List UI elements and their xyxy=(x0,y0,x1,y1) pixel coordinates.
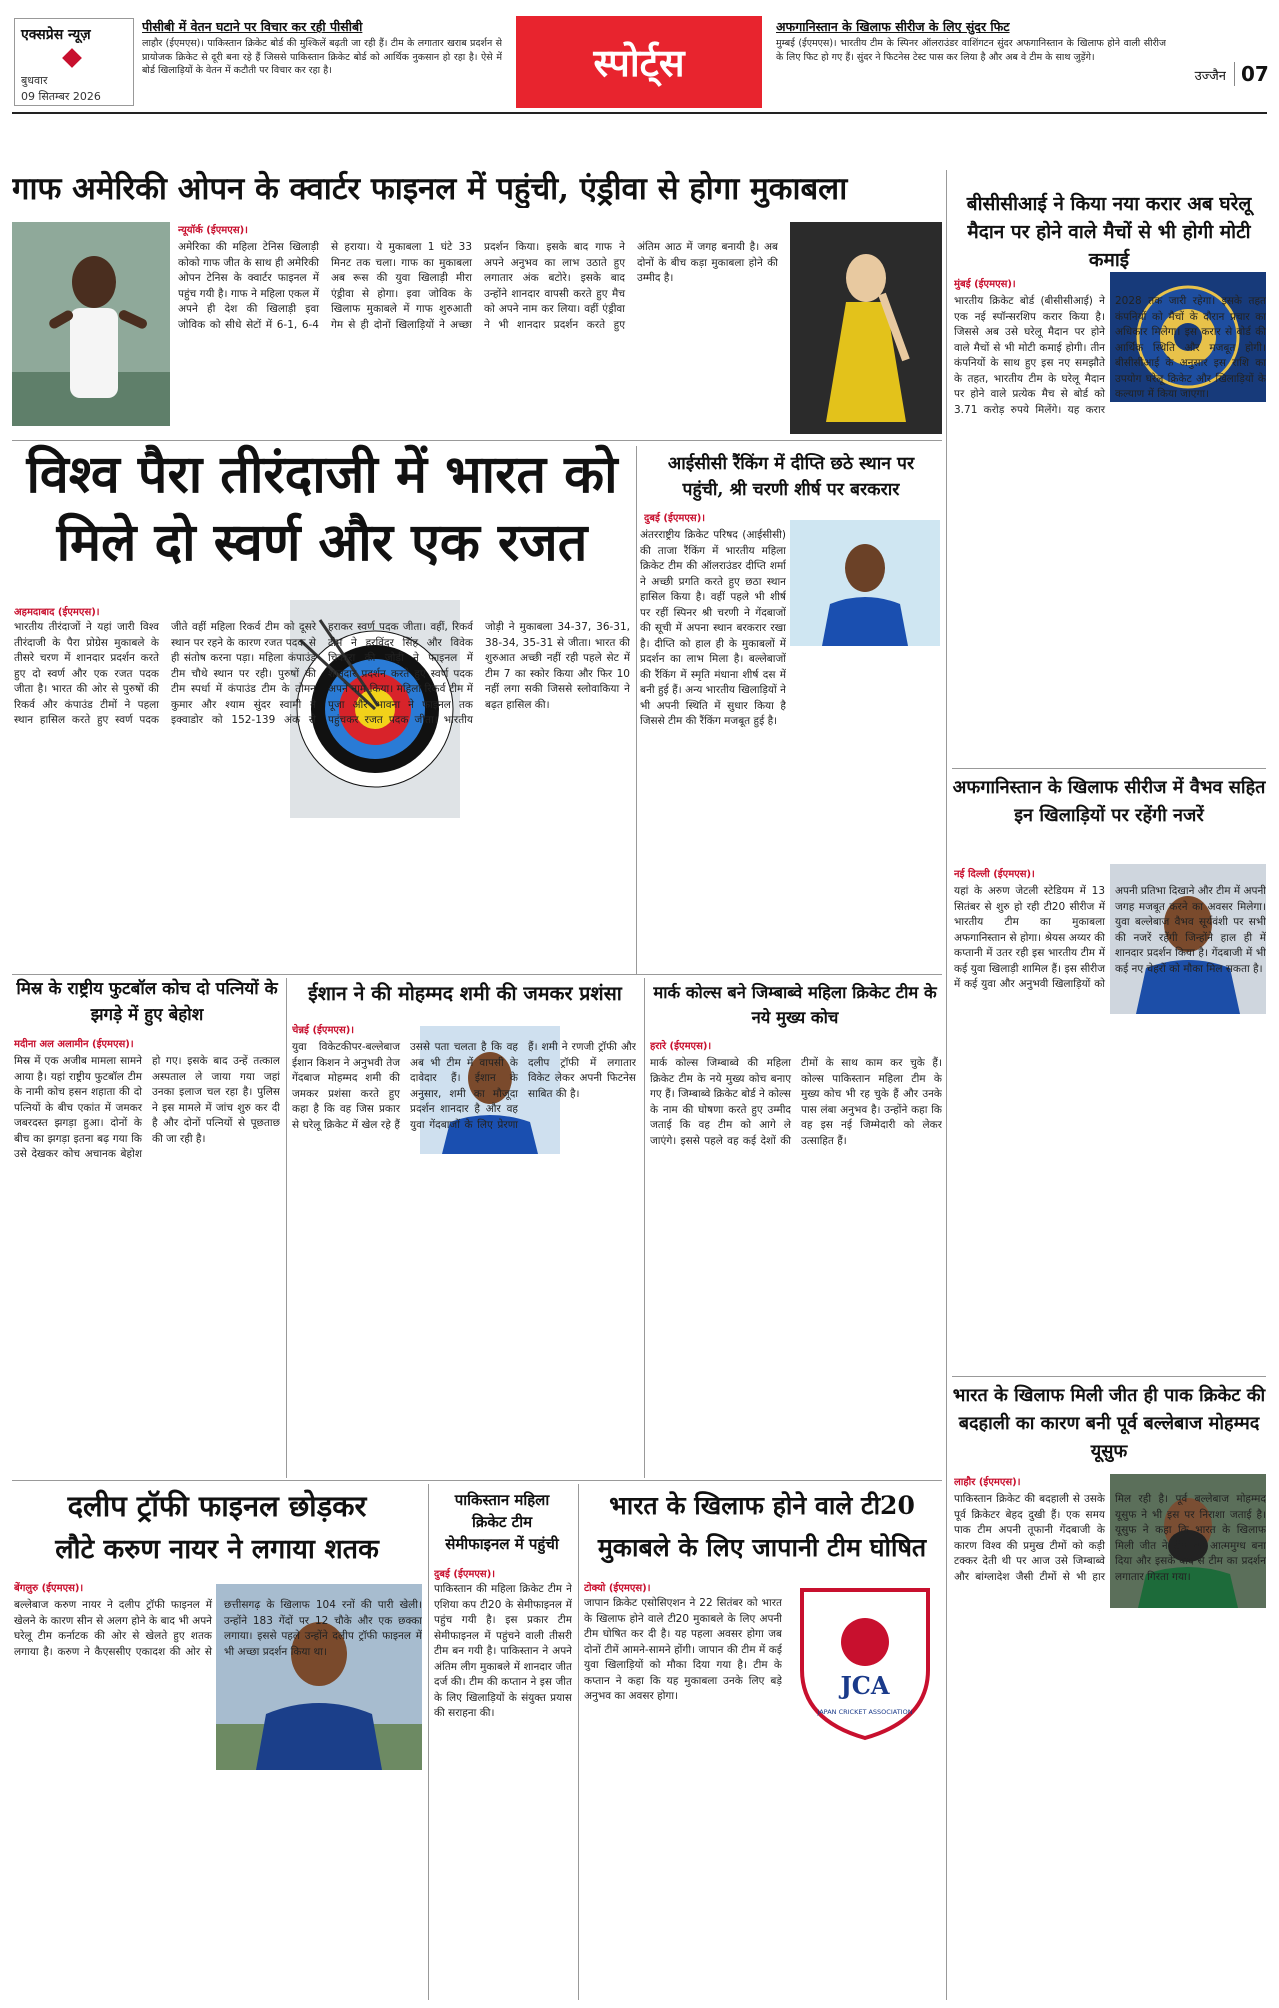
city-name: उज्जैन xyxy=(1194,69,1226,84)
brief-right-text: मुम्बई (ईएमएस)। भारतीय टीम के स्पिनर ऑलराउंडर वाशिंगटन सुंदर अफगानिस्तान के खिलाफ होने वाली सीरीज के लिए फिट हो गए हैं। सुंदर ने फिटनेस टेस्ट पास कर लिया है और अब वे टीम के साथ जुड़ेंगे। xyxy=(776,38,1166,63)
section-banner xyxy=(516,16,762,108)
rule-bottom xyxy=(12,1480,942,1481)
brief-left-title: पीसीबी में वेतन घटाने पर विचार कर रही पीसीबी xyxy=(142,19,363,34)
egypt-headline: मिस्र के राष्ट्रीय फुटबॉल कोच दो पत्नियों के झगड़े में हुए बेहोश xyxy=(16,979,278,1025)
japan-logo xyxy=(788,1580,942,1744)
brand-name: एक्सप्रेस न्यूज़ xyxy=(21,27,91,43)
pak-women-text: पाकिस्तान की महिला क्रिकेट टीम ने एशिया कप टी20 के सेमीफाइनल में पहुंच गयी है। इस प्रकार टीम सेमीफाइनल में पहुंचने वाली तीसरी टीम बन गयी है। पाकिस्तान ने अपने अंतिम लीग मुकाबले में शानदार जीत दर्ज की। टीम की कप्तान ने इस जीत के लिए खिलाड़ियों के संयुक्त प्रयास की सराहना की। xyxy=(434,1583,572,1719)
deepti-photo xyxy=(790,520,940,646)
bcci-text: भारतीय क्रिकेट बोर्ड (बीसीसीआई) ने एक नई स्पॉन्सरशिप करार किया है। जिससे अब उसे घरेलू मैदान पर होने वाले मैचों से भी मोटी कमाई होगी। तीन कंपनियों के साथ हुए इस नए समझौते के तहत, भारतीय टीम के घरेलू मैदान पर होने वाले प्रत्येक मैच से बोर्ड को 3.71 करोड़ रुपये मिलेंगे। यह करार 2028 तक जारी रहेगा। इसके तहत कंपनियों को मैचों के दौरान प्रचार का अधिकार मिलेगा। इस करार से बोर्ड की आर्थिक स्थिति और मजबूत होगी। बीसीसीआई के अनुसार इस राशि का उपयोग घरेलू क्रिकेट और खिलाड़ियों के कल्याण में किया जाएगा। xyxy=(954,295,1266,416)
gauff-text: अमेरिका की महिला टेनिस खिलाड़ी कोको गाफ जीत के साथ ही अमेरिकी ओपन टेनिस के क्वार्टर फाइनल में पहुंच गयी है। गाफ ने महिला एकल में अपने ही देश की खिलाड़ी इवा जोविक को सीधे सेटों में 6-1, 6-4 से हराया। ये मुकाबला 1 घंटे 33 मिनट तक चला। गाफ का मुकाबला अब रूस की युवा खिलाड़ी मीरा एंड्रीवा से होगा। इवा जोविक के खिलाफ मुकाबले में गाफ शुरुआती गेम से ही दोनों खिलाड़ियों ने अच्छा प्रदर्शन किया। इसके बाद गाफ ने अपने अनुभव का लाभ उठाते हुए लगातार अंक बटोरे। इसके बाद उन्होंने शानदार वापसी करते हुए मैच को अपने नाम कर लिया। वहीं एंड्रीवा ने भी शानदार प्रदर्शन करते हुए अंतिम आठ में जगह बनायी है। अब दोनों के बीच कड़ा मुकाबला होने की उम्मीद है। xyxy=(178,241,778,331)
pak-women-headline-line2: क्रिकेट टीम xyxy=(471,1513,533,1531)
archery-text: भारतीय तीरंदाजों ने यहां जारी विश्व तीरंदाजी के पैरा प्रोग्रेस मुकाबले के तीसरे चरण में शानदार प्रदर्शन करते हुए दो स्वर्ण और एक रजत पदक जीता है। भारत की ओर से पुरुषों की रिकर्व और कंपाउंड टीमों ने पहला स्थान हासिल करते हुए स्वर्ण पदक जीते वहीं महिला रिकर्व टीम को दूसरे स्थान पर रहने के कारण रजत पदक से ही संतोष करना पड़ा। महिला कंपाउंड टीम चौथे स्थान पर रही। पुरुषों की टीम स्पर्धा में कंपाउंड टीम के तोमन कुमार और श्याम सुंदर स्वामी ने इक्वाडोर को 152-139 अंक से हराकर स्वर्ण पदक जीता। वहीं, रिकर्व टीम ने हरविंदर सिंह और विवेक चिकारा की जोड़ी ने फाइनल में शानदार प्रदर्शन करते हुए स्वर्ण पदक अपने नाम किया। महिला रिकर्व टीम में पूजा और भावना ने फाइनल तक पहुंचकर रजत पदक जीता। भारतीय जोड़ी ने मुकाबला 34-37, 36-31, 38-34, 35-31 से जीता। भारत की शुरुआत अच्छी नहीं रही पहले सेट में टीम 7 का स्कोर किया और फिर 10 नहीं लगा सकी जिससे स्लोवाकिया ने बढ़त हासिल की। xyxy=(14,621,630,726)
rule-afghan xyxy=(952,1376,1266,1377)
yousuf-dateline: लाहौर (ईएमएस)। xyxy=(954,1477,1021,1488)
egypt-dateline: मदीना अल अलामीन (ईएमएस)। xyxy=(14,1039,134,1050)
brand-logo-icon xyxy=(62,48,82,68)
coles-headline: मार्क कोल्स बने जिम्बाब्वे महिला क्रिकेट टीम के नये मुख्य कोच xyxy=(653,983,937,1027)
deepti-dateline: दुबई (ईएमएस)। xyxy=(644,513,706,524)
rule-bcci xyxy=(952,768,1266,769)
japan-headline-line1: भारत के खिलाफ होने वाले टी20 xyxy=(609,1491,915,1520)
japan-logo-text: JAPAN CRICKET ASSOCIATION xyxy=(817,1708,913,1716)
col-rule-egypt xyxy=(286,978,287,1478)
brief-left-text: लाहौर (ईएमएस)। पाकिस्तान क्रिकेट बोर्ड की मुश्किलें बढ़ती जा रही हैं। टीम के लगातार खराब प्रदर्शन से प्रायोजक क्रिकेट से दूरी बना रहे हैं जिससे पाकिस्तान क्रिकेट बोर्ड को आर्थिक नुकसान हो रहा है। ऐसे में बोर्ड खिलाड़ियों के वेतन में कटौती पर विचार कर रहा है। xyxy=(142,38,502,76)
bcci-dateline: मुंबई (ईएमएस)। xyxy=(954,279,1016,290)
bcci-headline: बीसीसीआई ने किया नया करार अब घरेलू मैदान पर होने वाले मैचों से भी होगी मोटी कमाई xyxy=(966,193,1252,271)
rule-mid xyxy=(12,974,942,975)
coles-text: मार्क कोल्स जिम्बाब्वे की महिला क्रिकेट टीम के नये मुख्य कोच बनाए गए हैं। जिम्बाब्वे क्रिकेट बोर्ड ने कोल्स के नाम की घोषणा करते हुए उम्मीद जताई कि वह टीम को आगे ले जाएंगे। इससे पहले वह कई देशों की टीमों के साथ काम कर चुके हैं। कोल्स पाकिस्तान महिला टीम के मुख्य कोच भी रह चुके हैं और उनके पास लंबा अनुभव है। उन्होंने कहा कि वह इस नई जिम्मेदारी को लेकर उत्साहित हैं। xyxy=(650,1057,942,1147)
archery-dateline: अहमदाबाद (ईएमएस)। xyxy=(14,607,100,618)
ishan-text: युवा विकेटकीपर-बल्लेबाज ईशान किशन ने अनुभवी तेज गेंदबाज मोहम्मद शमी की जमकर प्रशंसा करते हुए कहा है कि वह जिस प्रकार से घरेलू क्रिकेट में खेल रहे हैं उससे पता चलता है कि वह अब भी टीम में वापसी के दावेदार हैं। ईशान के अनुसार, शमी का मौजूदा प्रदर्शन शानदार है और वह युवा गेंदबाजों के लिए प्रेरणा हैं। शमी ने रणजी ट्रॉफी और दलीप ट्रॉफी में लगातार विकेट लेकर अपनी फिटनेस साबित की है। xyxy=(292,1041,636,1131)
col-rule-deepti xyxy=(636,446,637,974)
pak-women-headline-line1: पाकिस्तान महिला xyxy=(454,1491,550,1509)
masthead-rule xyxy=(12,112,1267,114)
japan-logo-letters: JCA xyxy=(840,1671,890,1700)
brief-left xyxy=(142,18,502,108)
egypt-text: मिस्र में एक अजीब मामला सामने आया है। यहां राष्ट्रीय फुटबॉल टीम के नामी कोच हसन शहाता की दो पत्नियों के बीच एकांत में जमकर जबरदस्त झगड़ा हुआ। दोनों के बीच का झगड़ा इतना बढ़ गया कि उसे देखकर कोच अचानक बेहोश हो गए। इसके बाद उन्हें तत्काल अस्पताल ले जाया गया जहां उनका इलाज चल रहा है। पुलिस ने इस मामले में जांच शुरु कर दी है और दोनों पत्नियों से पूछताछ की जा रही है। xyxy=(14,1055,280,1160)
nair-text: बल्लेबाज करुण नायर ने दलीप ट्रॉफी फाइनल में खेलने के कारण सीन से अलग होने के बाद भी अपने घरेलू टीम कर्नाटक की ओर से खेलते हुए शतक लगाया है। करुण ने कैएससीए एकादश की ओर से छत्तीसगढ़ के खिलाफ 104 रनों की पारी खेली। उन्होंने 183 गेंदों पर 12 चौके और एक छक्का लगाया। इससे पहले उन्होंने दलीप ट्रॉफी फाइनल में भी अच्छा प्रदर्शन किया था। xyxy=(14,1599,422,1658)
pak-women-dateline: दुबई (ईएमएस)। xyxy=(434,1569,496,1580)
andreeva-photo xyxy=(790,222,942,434)
gauff-photo xyxy=(12,222,170,426)
yousuf-headline: भारत के खिलाफ मिली जीत ही पाक क्रिकेट की बदहाली का कारण बनी पूर्व बल्लेबाज मोहम्मद यूसुफ xyxy=(952,1385,1266,1462)
ishan-headline: ईशान ने की मोहम्मद शमी की जमकर प्रशंसा xyxy=(308,982,622,1005)
section-title: स्पोर्ट्स xyxy=(593,40,685,85)
coles-dateline: हरारे (ईएमएस)। xyxy=(650,1041,712,1052)
japan-headline-line2: मुकाबले के लिए जापानी टीम घोषित xyxy=(597,1533,927,1562)
nair-headline-line2: लौटे करुण नायर ने लगाया शतक xyxy=(55,1534,379,1565)
deepti-headline-line1: आईसीसी रैंकिंग में दीप्ति छठे स्थान पर xyxy=(667,454,915,474)
brand-box xyxy=(14,18,134,106)
deepti-text: अंतरराष्ट्रीय क्रिकेट परिषद (आईसीसी) की ताजा रैंकिंग में भारतीय महिला क्रिकेट टीम की ऑलराउंडर दीप्ति शर्मा ने अच्छी प्रगति करते हुए छठा स्थान हासिल किया है। वहीं पहले भी शीर्ष पर रहीं स्पिनर श्री चरणी ने गेंदबाजों की सूची में अपना स्थान बरकरार रखा है। दीप्ति को हाल ही के मुकाबलों में प्रदर्शन का लाभ मिला है। बल्लेबाजों की रैंकिंग में स्मृति मंधाना शीर्ष दस में बनी हुई हैं। अन्य भारतीय खिलाड़ियों ने भी अपनी स्थिति में सुधार किया है जिससे टीम की रैंकिंग मजबूत हुई है। xyxy=(640,529,786,727)
japan-dateline: टोक्यो (ईएमएस)। xyxy=(584,1583,651,1594)
afghan-text: यहां के अरुण जेटली स्टेडियम में 13 सितंबर से शुरु हो रही टी20 सीरीज में भारतीय टीम का मुकाबला अफगानिस्तान से होगा। श्रेयस अय्यर की कप्तानी में उतर रही इस भारतीय टीम में कई युवा खिलाड़ी शामिल हैं। इस सीरीज में कई युवा और अनुभवी खिलाड़ियों को अपनी प्रतिभा दिखाने और टीम में अपनी जगह मजबूत करने का अवसर मिलेगा। युवा बल्लेबाज वैभव सूर्यवंशी पर सभी की नजरें रहेंगी जिन्होंने हाल ही में शानदार प्रदर्शन किया है। गेंदबाजी में भी कई नए चेहरों को मौका मिल सकता है। xyxy=(954,885,1266,990)
page-number: 07 xyxy=(1234,62,1274,86)
brief-right xyxy=(776,18,1166,108)
ishan-dateline: चेन्नई (ईएमएस)। xyxy=(292,1025,355,1036)
issue-day: बुधवार xyxy=(21,74,48,87)
masthead xyxy=(0,0,1279,112)
col-rule-pak xyxy=(578,1484,579,2000)
nair-headline-line1: दलीप ट्रॉफी फाइनल छोड़कर xyxy=(67,1489,367,1523)
brief-right-title: अफगानिस्तान के खिलाफ सीरीज के लिए सुंदर फिट xyxy=(776,19,1010,34)
afghan-headline: अफगानिस्तान के खिलाफ सीरीज में वैभव सहित इन खिलाड़ियों पर रहेंगी नजरें xyxy=(952,777,1266,826)
afghan-dateline: नई दिल्ली (ईएमएस)। xyxy=(954,869,1035,880)
japan-text: जापान क्रिकेट एसोसिएशन ने 22 सितंबर को भारत के खिलाफ होने वाले टी20 मुकाबले के लिए अपनी टीम घोषित कर दी है। यह पहला अवसर होगा जब दोनों टीमें आमने-सामने होंगी। जापान की टीम में कई युवा खिलाड़ियों को मौका दिया गया है। टीम के कप्तान ने कहा कि यह मुकाबला उनके लिए बड़े अनुभव का अवसर होगा। xyxy=(584,1597,782,1702)
archery-headline-line2: मिले दो स्वर्ण और एक रजत xyxy=(56,512,588,573)
nair-dateline: बेंगलुरु (ईएमएस)। xyxy=(14,1583,84,1594)
col-rule-coles xyxy=(644,978,645,1478)
pak-women-headline-line3: सेमीफाइनल में पहुंची xyxy=(445,1535,559,1553)
issue-date: 09 सितम्बर 2026 xyxy=(21,90,101,103)
yousuf-text: पाकिस्तान क्रिकेट की बदहाली से उसके पूर्व क्रिकेटर बेहद दुखी हैं। एक समय पाक टीम अपनी तूफानी गेंदबाजी के कारण विश्व की प्रमुख टीमों को कड़ी टक्कर देती थी पर आज उसे जिम्बाब्वे और बांग्लादेश जैसी टीमों से भी हार मिल रही है। पूर्व बल्लेबाज मोहम्मद यूसुफ ने भी इस पर निराशा जताई है। यूसुफ ने कहा कि भारत के खिलाफ मिली जीत ने टीम को आत्ममुग्ध बना दिया और इसके बाद से टीम का प्रदर्शन लगातार गिरता गया। xyxy=(954,1493,1266,1583)
rule-gauff xyxy=(12,440,942,441)
gauff-headline: गाफ अमेरिकी ओपन के क्वार्टर फाइनल में पहुंची, एंड्रीवा से होगा मुकाबला xyxy=(12,171,848,207)
deepti-headline-line2: पहुंची, श्री चरणी शीर्ष पर बरकरार xyxy=(682,480,900,500)
col-rule-right xyxy=(946,170,947,2000)
gauff-dateline: न्यूयॉर्क (ईएमएस)। xyxy=(178,225,248,236)
archery-headline-line1: विश्व पैरा तीरंदाजी में भारत को xyxy=(26,444,618,505)
col-rule-nair xyxy=(428,1484,429,2000)
